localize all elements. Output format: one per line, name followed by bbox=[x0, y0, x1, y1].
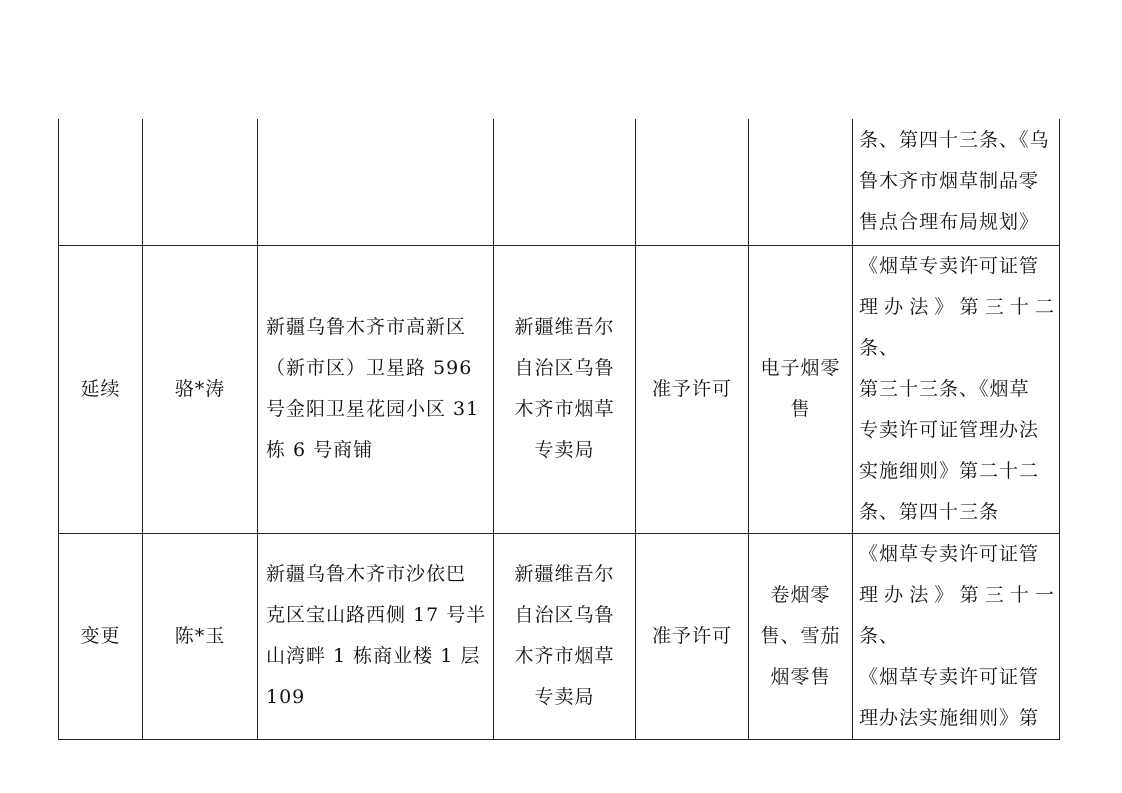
name-cell: 骆*涛 bbox=[143, 245, 258, 533]
decision-cell: 准予许可 bbox=[636, 533, 749, 739]
decision-cell: 准予许可 bbox=[636, 245, 749, 533]
address-cell bbox=[258, 119, 494, 245]
type-cell bbox=[59, 119, 143, 245]
address-cell: 新疆乌鲁木齐市高新区 （新市区）卫星路 596 号金阳卫星花园小区 31 栋 6 号商铺 bbox=[258, 245, 494, 533]
table-row bbox=[59, 119, 1060, 245]
address-cell: 新疆乌鲁木齐市沙依巴 克区宝山路西侧 17 号半 山湾畔 1 栋商业楼 1 层 109 bbox=[258, 533, 494, 739]
table-row bbox=[59, 533, 1060, 739]
authority-cell: 新疆维吾尔 自治区乌鲁 木齐市烟草 专卖局 bbox=[494, 533, 636, 739]
name-cell bbox=[143, 119, 258, 245]
scope-cell: 电子烟零 售 bbox=[749, 245, 853, 533]
license-table bbox=[58, 119, 1060, 740]
basis-cell: 《烟草专卖许可证管 理办法》第三十二条、 第三十三条、《烟草 专卖许可证管理办法 实施细则》第二十二 条、第四十三条 bbox=[853, 245, 1060, 533]
type-cell: 变更 bbox=[59, 533, 143, 739]
decision-cell bbox=[636, 119, 749, 245]
type-cell: 延续 bbox=[59, 245, 143, 533]
authority-cell: 新疆维吾尔 自治区乌鲁 木齐市烟草 专卖局 bbox=[494, 245, 636, 533]
basis-cell: 条、第四十三条、《乌 鲁木齐市烟草制品零 售点合理布局规划》 bbox=[853, 119, 1060, 245]
authority-cell bbox=[494, 119, 636, 245]
name-cell: 陈*玉 bbox=[143, 533, 258, 739]
table-row bbox=[59, 245, 1060, 533]
scope-cell bbox=[749, 119, 853, 245]
basis-cell: 《烟草专卖许可证管 理办法》第三十一条、 《烟草专卖许可证管 理办法实施细则》第 bbox=[853, 533, 1060, 739]
scope-cell: 卷烟零 售、雪茄 烟零售 bbox=[749, 533, 853, 739]
